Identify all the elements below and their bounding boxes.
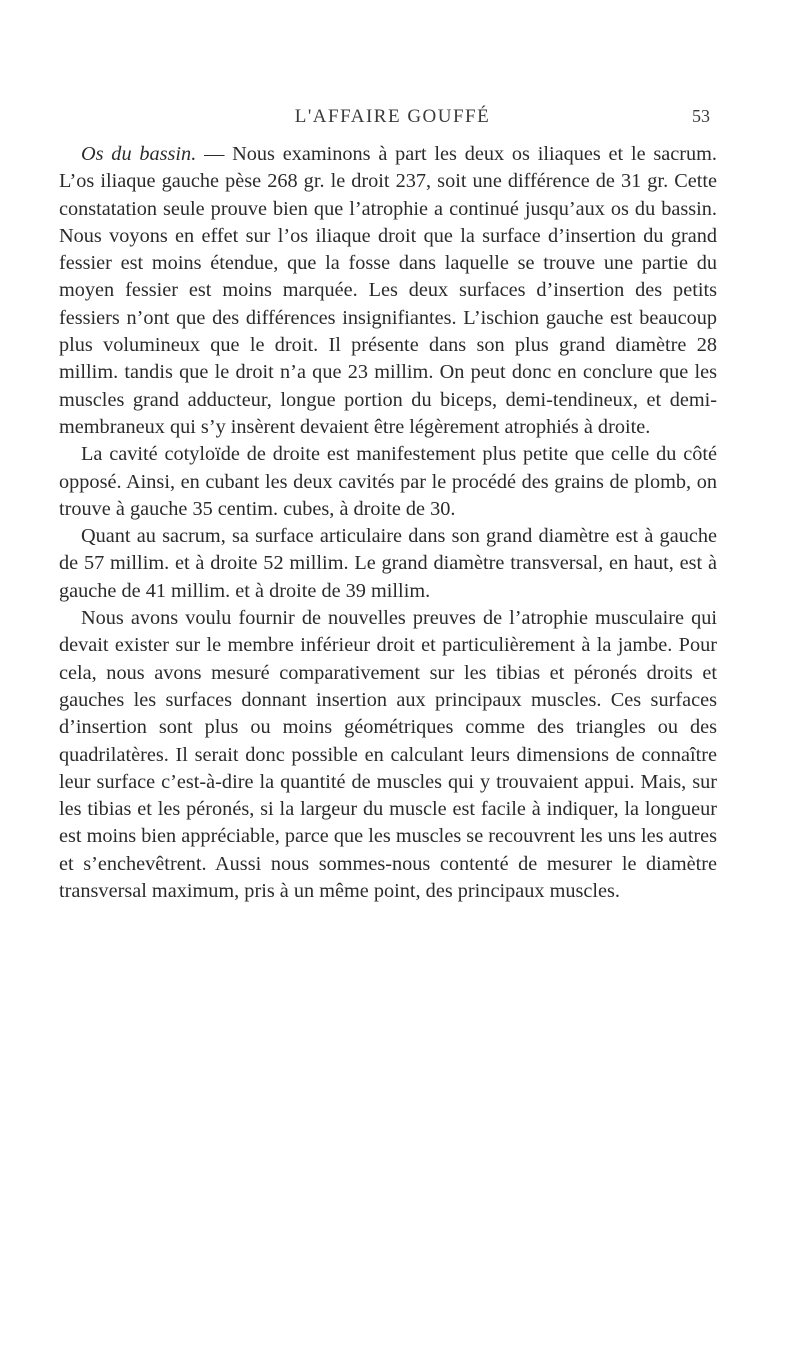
paragraph: Quant au sacrum, sa surface articulaire dans son grand diamètre est à gauche de 57 millim. et à droite 52 millim. Le grand diamètre transversal, en haut, est à gauche de 41 millim. et à droite de 39 millim.	[59, 525, 717, 602]
paragraph-text: — Nous examinons à part les deux os iliaques et le sacrum. L’os iliaque gauche pèse 268 gr. le droit 237, soit une différence de 31 gr. Cette constatation seule prouve bien que l’atrophie a continué jusqu’aux os du bassin. Nous voyons en effet sur l’os iliaque droit que la surface d’insertion du grand fessier est moins étendue, que la fosse dans laquelle se trouve une partie du moyen fessier est moins marquée. Les deux surfaces d’insertion des petits fessiers n’ont que des différences insignifiantes. L’ischion gauche est beaucoup plus volumineux que le droit. Il présente dans son plus grand diamètre 28 millim. tandis que le droit n’a que 23 millim. On peut donc en conclure que les muscles grand adducteur, longue portion du biceps, demi-tendineux, et demi-membraneux qui s’y insèrent devaient être légèrement atrophiés à droite.	[59, 143, 718, 438]
page-number: 53	[692, 106, 710, 126]
paragraph: La cavité cotyloïde de droite est manifestement plus petite que celle du côté opposé. Ainsi, en cubant les deux cavités par le procédé des grains de plomb, on trouve à gauche 35 centim. cubes, à droite de 30.	[59, 443, 717, 520]
running-header: L'AFFAIRE GOUFFÉ	[294, 106, 491, 127]
section-title: Os du bassin.	[81, 143, 197, 165]
paragraph	[59, 141, 717, 441]
paragraph: Nous avons voulu fournir de nouvelles preuves de l’atrophie musculaire qui devait exister sur le membre inférieur droit et particulièrement à la jambe. Pour cela, nous avons mesuré comparativement sur les tibias et péronés droits et gauches les surfaces donnant insertion aux principaux muscles. Ces surfaces d’insertion sont plus ou moins géométriques comme des triangles ou des quadrilatères. Il serait donc possible en calculant leurs dimensions de connaître leur surface c’est-à-dire la quantité de muscles qui y trouvaient appui. Mais, sur les tibias et les péronés, si la largeur du muscle est facile à indiquer, la longueur est moins bien appréciable, parce que les muscles se recouvrent les uns les autres et s’enchevêtrent. Aussi nous sommes-nous contenté de mesurer le diamètre transversal maximum, pris à un même point, des principaux muscles.	[59, 607, 717, 903]
body-text	[59, 141, 717, 905]
